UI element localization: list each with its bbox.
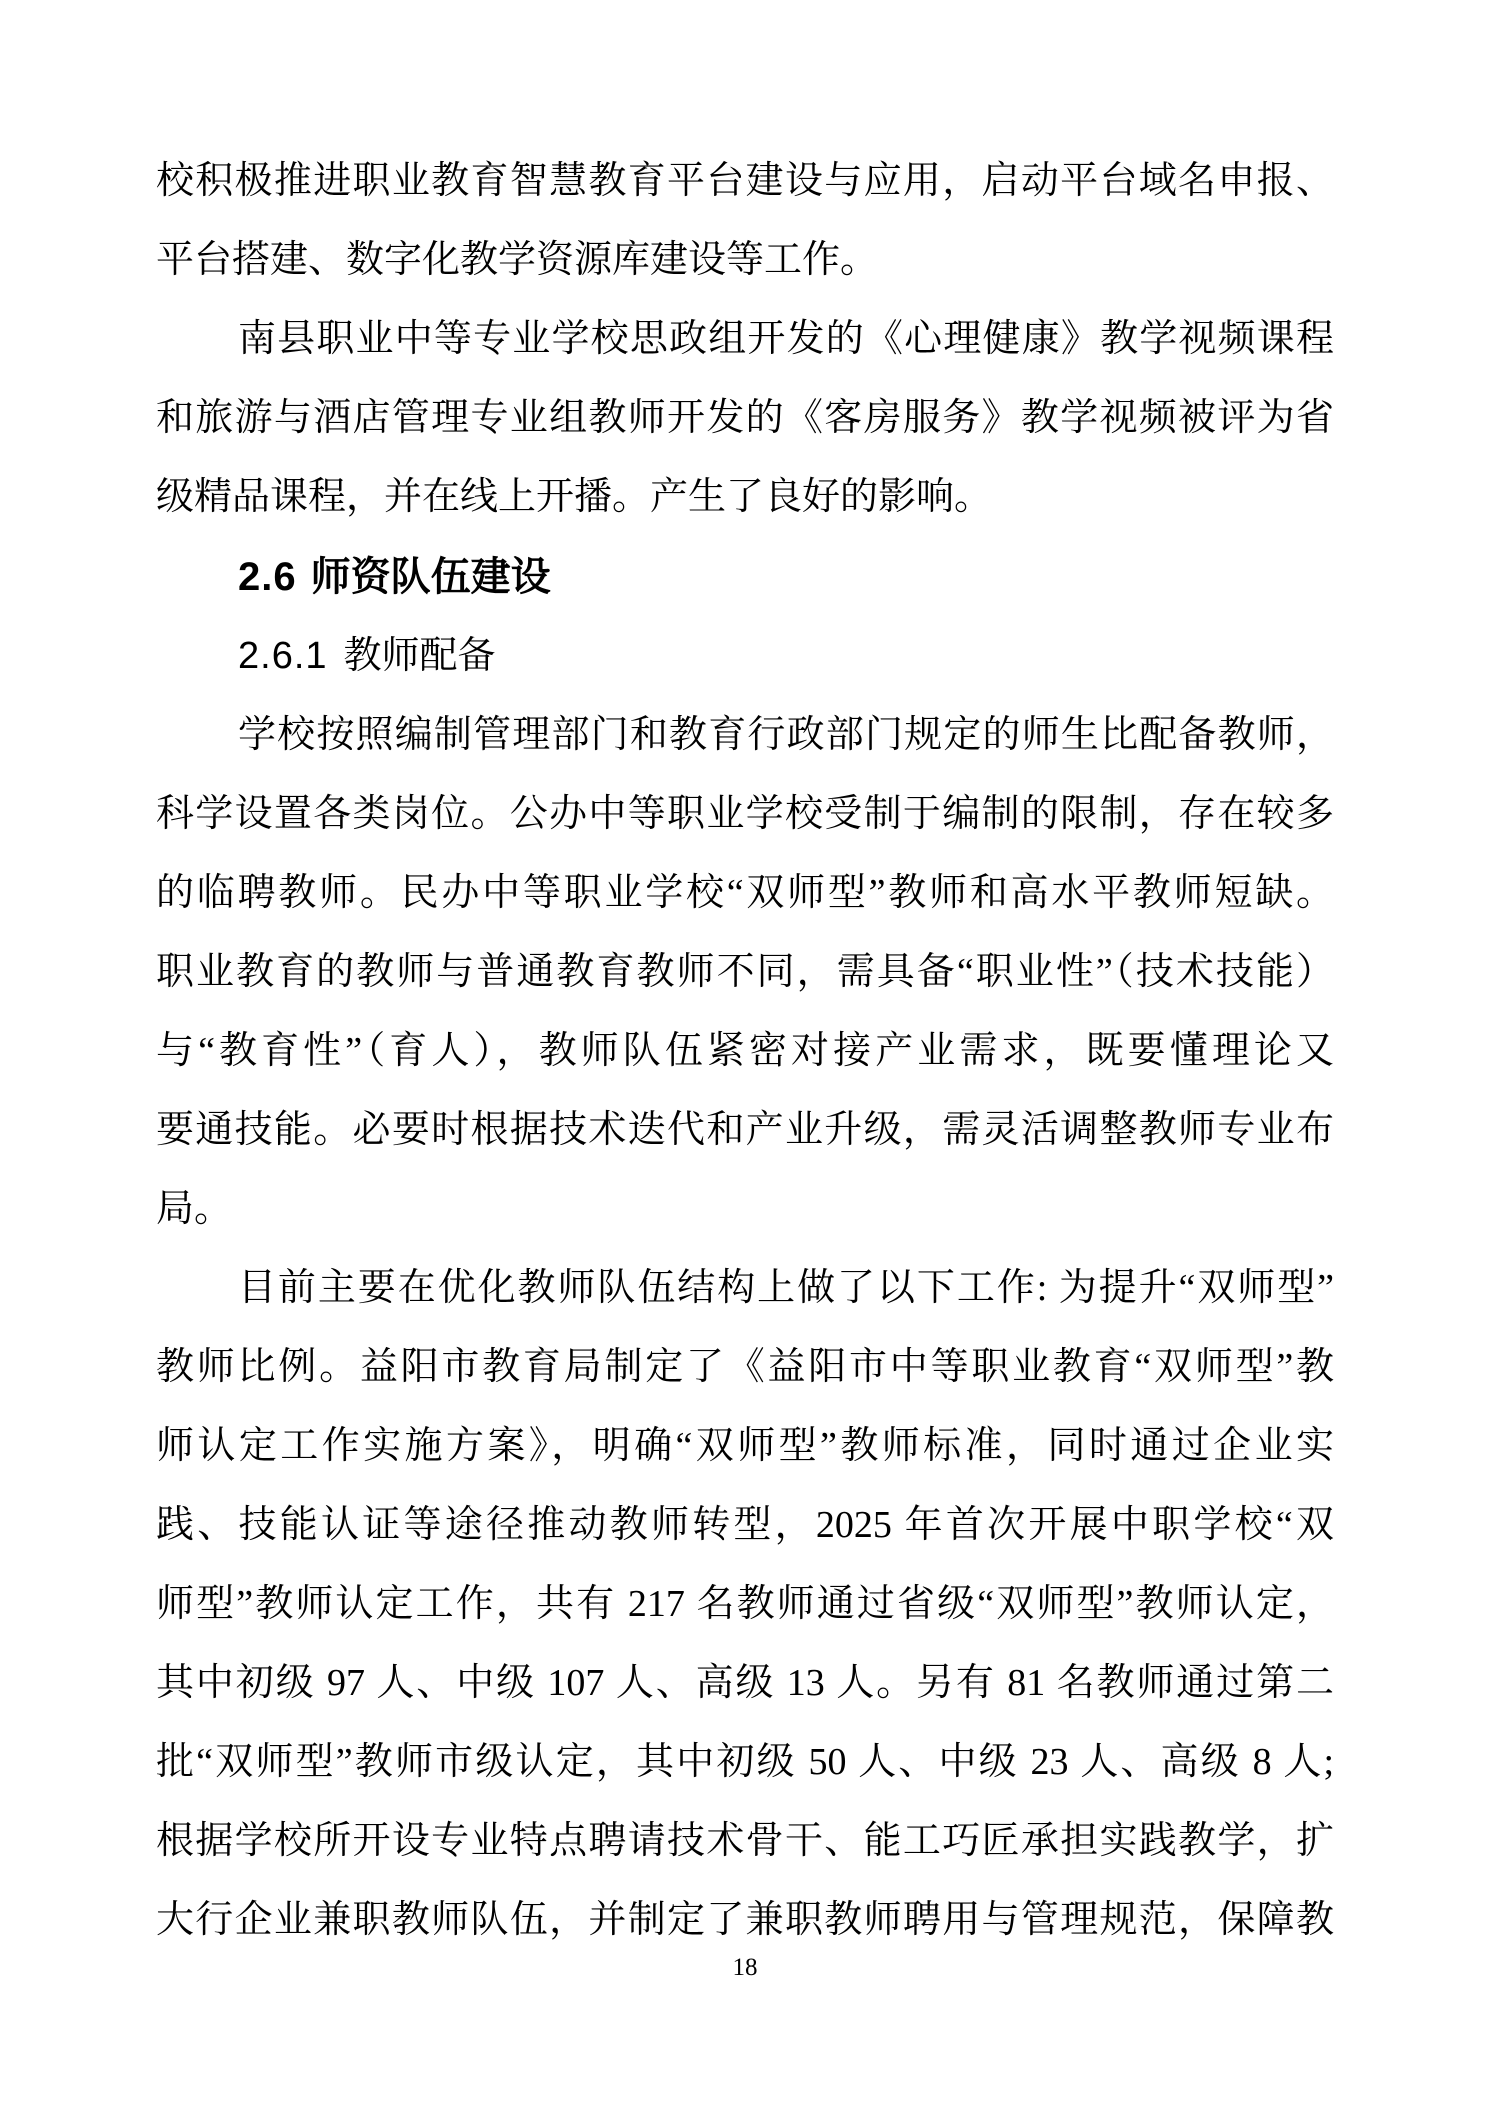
text-line: 目前主要在优化教师队伍结构上做了以下工作: 为提升“双师型” (238, 1267, 1334, 1309)
section-title: 师资队伍建设 (310, 554, 551, 599)
text-line: 师型”教师认定工作，共有 217 名教师通过省级“双师型”教师认定， (156, 1583, 1334, 1625)
paragraph-dual-qualified-teachers (156, 1249, 1334, 1960)
page-footer (156, 1950, 1334, 1986)
text-line: 根据学校所开设专业特点聘请技术骨干、能工巧匠承担实践教学，扩 (156, 1820, 1334, 1862)
text-line: 大行企业兼职教师队伍，并制定了兼职教师聘用与管理规范，保障教 (156, 1899, 1334, 1941)
text-line: 的临聘教师。民办中等职业学校“双师型”教师和高水平教师短缺。 (156, 872, 1334, 914)
section-number: 2.6 (238, 555, 297, 599)
text-line: 职业教育的教师与普通教育教师不同，需具备“职业性”（技术技能） (156, 951, 1334, 993)
text-line: 其中初级 97 人、中级 107 人、高级 13 人。另有 81 名教师通过第二 (156, 1662, 1334, 1704)
text-line: 与“教育性”（育人），教师队伍紧密对接产业需求，既要懂理论又 (156, 1030, 1334, 1072)
text-line: 践、技能认证等途径推动教师转型，2025 年首次开展中职学校“双 (156, 1504, 1334, 1546)
subsection-title: 教师配备 (343, 635, 496, 677)
section-heading-2-6 (156, 537, 1334, 617)
text-line: 校积极推进职业教育智慧教育平台建设与应用，启动平台域名申报、 (156, 160, 1334, 202)
page-number: 18 (732, 1954, 758, 1981)
subsection-heading-2-6-1 (156, 617, 1334, 696)
text-line: 局。 (156, 1188, 233, 1230)
text-line: 级精品课程，并在线上开播。产生了良好的影响。 (156, 476, 993, 518)
subsection-number: 2.6.1 (238, 635, 328, 677)
text-line: 科学设置各类岗位。公办中等职业学校受制于编制的限制，存在较多 (156, 793, 1334, 835)
text-line: 批“双师型”教师市级认定，其中初级 50 人、中级 23 人、高级 8 人; (156, 1741, 1334, 1783)
paragraph-video-courses (156, 300, 1334, 537)
text-line: 和旅游与酒店管理专业组教师开发的《客房服务》教学视频被评为省 (156, 397, 1334, 439)
text-line: 平台搭建、数字化教学资源库建设等工作。 (156, 239, 879, 281)
text-line: 学校按照编制管理部门和教育行政部门规定的师生比配备教师， (238, 714, 1334, 756)
text-line: 要通技能。必要时根据技术迭代和产业升级，需灵活调整教师专业布 (156, 1109, 1334, 1151)
text-line: 南县职业中等专业学校思政组开发的《心理健康》教学视频课程 (238, 318, 1334, 360)
paragraph-teacher-staffing (156, 696, 1334, 1249)
text-line: 教师比例。益阳市教育局制定了《益阳市中等职业教育“双师型”教 (156, 1346, 1334, 1388)
paragraph-platform-construction (156, 142, 1334, 300)
text-line: 师认定工作实施方案》，明确“双师型”教师标准，同时通过企业实 (156, 1425, 1334, 1467)
page-body (156, 142, 1334, 1960)
